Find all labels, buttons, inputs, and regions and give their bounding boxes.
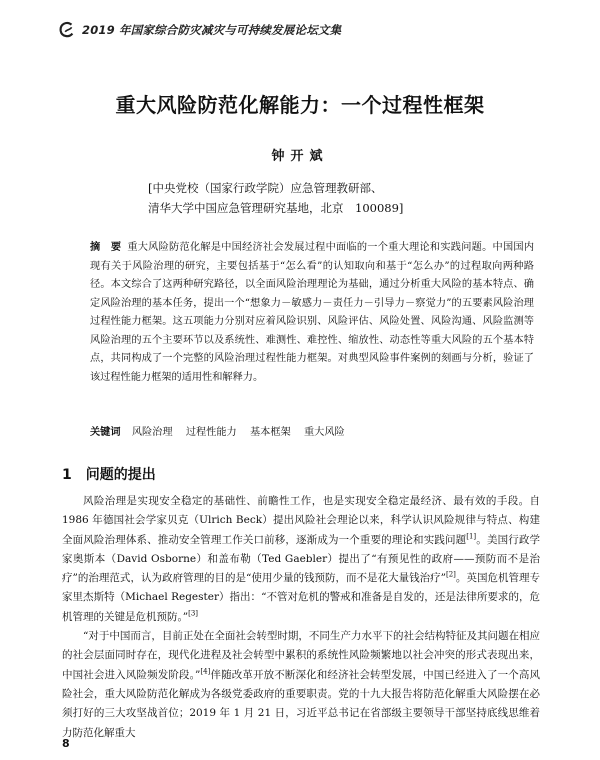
abstract-label: 摘 要 xyxy=(90,241,122,253)
author-name: 钟开斌 xyxy=(271,149,329,164)
section-heading: 1 问题的提出 xyxy=(62,467,156,483)
body-text xyxy=(62,492,540,743)
running-header xyxy=(58,18,558,42)
forum-logo-icon xyxy=(58,21,76,39)
author-affiliation xyxy=(148,178,478,218)
affiliation-line-1: [中央党校（国家行政学院）应急管理教研部、 xyxy=(148,181,383,195)
abstract-text: 重大风险防范化解是中国经济社会发展过程中面临的一个重大理论和实践问题。中国国内现有关于风险治理的研究，主要包括基于“怎么看”的认知取向和基于“怎么办”的过程取向两种路径。本文综合了这两种研究路径，以全面风险治理理论为基础，通过分析重大风险的基本特点、确定风险治理的基本任务，提出一个“想象力－敏感力－责任力－引导力－察觉力”的五要素风险治理过程性能力框架。这五项能力分别对应着风险识别、风险评估、风险处置、风险沟通、风险监测等风险治理的五个主要环节以及系统性、难测性、难控性、缩放性、动态性等重大风险的五个基本特点，共同构成了一个完整的风险治理过程性能力框架。对典型风险事件案例的刻画与分析，验证了该过程性能力框架的适用性和解释力。 xyxy=(90,242,535,383)
keywords-label: 关键词 xyxy=(90,426,121,438)
abstract xyxy=(90,238,534,387)
keyword-item: 基本框架 xyxy=(250,427,291,438)
keyword-item: 重大风险 xyxy=(304,427,345,438)
paragraph: “对于中国而言，目前正处在全面社会转型时期，不同生产力水平下的社会结构特征及其问题在相应的社会层面同时存在，现代化进程及社会转型中累积的系统性风险频繁地以社会冲突的形式表现出来，中国社会进入风险频发阶段。”[4]伴随改革开放不断深化和经济社会转型发展，中国已经进入了一个高风险社会，重大风险防范化解成为各级党委政府的重要职责。党的十九大报告将防范化解重大风险摆在必须打好的三大攻坚战首位；2019 年 1 月 21 日，习近平总书记在省部级主要领导干部坚持底线思维着力防范化解重大 xyxy=(62,630,541,739)
article-title: 重大风险防范化解能力：一个过程性框架 xyxy=(115,93,485,117)
page-number: 8 xyxy=(62,737,70,750)
running-title: 2019 年国家综合防灾减灾与可持续发展论坛文集 xyxy=(82,23,342,37)
paragraph: 风险治理是实现安全稳定的基础性、前瞻性工作，也是实现安全稳定最经济、最有效的手段。自 1986 年德国社会学家贝克（Ulrich Beck）提出风险社会理论以来，科学认识风险规律与特点、构建全面风险治理体系、推动安全管理工作关口前移，逐渐成为一个重要的理论和实践问题[1]。美国行政学家奥斯本（David Osborne）和盖布勒（Ted Gaebler）提出了“有预见性的政府——预防而不是治疗”的治理范式，认为政府管理的目的是“使用少量的钱预防，而不是花大量钱治疗”[2]。英国危机管理专家里杰斯特（Michael Regester）指出：“不管对危机的警戒和准备是自发的，还是法律所要求的，危机管理的关键是危机预防。”[3] xyxy=(62,495,541,623)
citation: [4] xyxy=(200,667,211,676)
keyword-item: 风险治理 xyxy=(131,427,173,438)
keyword-item: 过程性能力 xyxy=(185,427,237,438)
keywords xyxy=(90,423,534,438)
citation: [2] xyxy=(446,570,456,579)
citation: [3] xyxy=(188,609,199,618)
citation: [1] xyxy=(466,532,477,541)
affiliation-line-2: 清华大学中国应急管理研究基地，北京 100089] xyxy=(148,201,404,215)
